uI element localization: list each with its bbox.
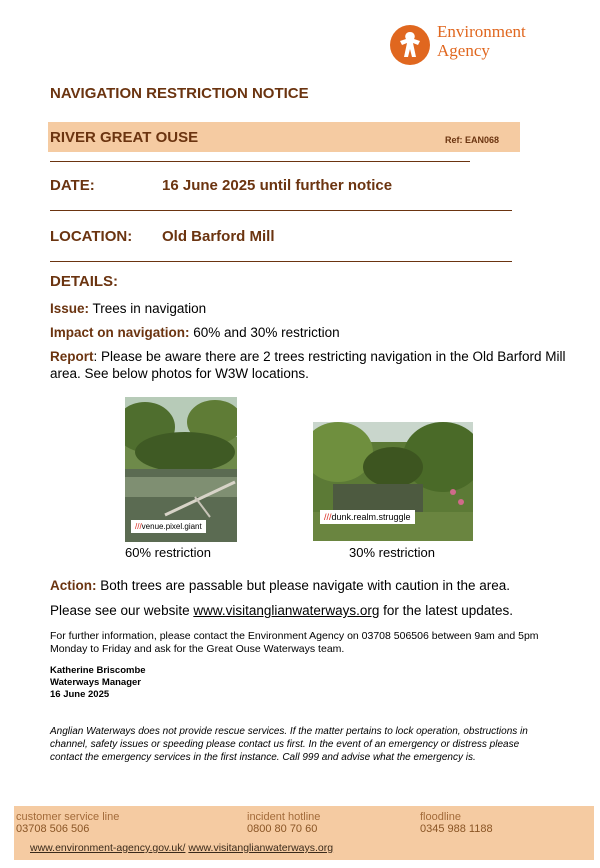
signature-block <box>50 665 146 701</box>
footer-links <box>30 842 333 854</box>
divider <box>50 161 470 162</box>
report-value: : Please be aware there are 2 trees restricting navigation in the Old Barford Mill area. See below photos for W3W locations. <box>50 349 566 381</box>
location-value: Old Barford Mill <box>162 228 275 245</box>
w3w-slashes: /// <box>135 522 142 531</box>
signature-role: Waterways Manager <box>50 677 141 688</box>
footer-floodline <box>420 811 493 835</box>
location-label: LOCATION: <box>50 228 133 245</box>
reference-number: Ref: EAN068 <box>445 135 500 145</box>
photo-caption-2: 30% restriction <box>349 545 435 560</box>
logo-text <box>437 22 526 60</box>
w3w-address: venue.pixel.giant <box>141 522 202 531</box>
report-line <box>50 348 570 382</box>
footer-link-waterways[interactable]: www.visitanglianwaterways.org <box>188 842 334 854</box>
flood-label: floodline <box>420 811 461 823</box>
divider <box>50 210 512 211</box>
footer-customer <box>16 811 119 835</box>
logo-line-1: Environment <box>437 22 526 41</box>
action-value: Both trees are passable but please navigate with caution in the area. <box>100 578 511 593</box>
website-line <box>50 602 570 619</box>
flood-value: 0345 988 1188 <box>420 823 493 835</box>
river-name: RIVER GREAT OUSE <box>50 129 199 146</box>
incident-label: incident hotline <box>247 811 321 823</box>
disclaimer: Anglian Waterways does not provide rescue services. If the matter pertains to lock operation, obstructions in channel, safety issues or speeding please contact us first. In the event of an emergency or distress please contact the emergency services in the first instance. Call 999 and advise what the emergency is. <box>50 726 528 763</box>
action-label: Action: <box>50 578 97 593</box>
issue-value: Trees in navigation <box>92 301 207 316</box>
divider <box>50 261 512 262</box>
website-suffix: for the latest updates. <box>379 603 514 618</box>
footer-incident <box>247 811 320 835</box>
date-label: DATE: <box>50 177 95 194</box>
photo-caption-1: 60% restriction <box>125 545 211 560</box>
impact-label: Impact on navigation: <box>50 325 190 340</box>
action-line <box>50 577 570 594</box>
w3w-address: dunk.realm.struggle <box>331 512 411 522</box>
contact-paragraph: For further information, please contact the Environment Agency on 03708 506506 between 9am and 5pm Monday to Friday and ask for the Great Ouse Waterways team. <box>50 630 539 655</box>
signature-date: 16 June 2025 <box>50 689 110 700</box>
footer-link-ea[interactable]: www.environment-agency.gov.uk/ <box>30 842 186 854</box>
customer-label: customer service line <box>16 811 120 823</box>
issue-line <box>50 300 570 317</box>
customer-value: 03708 506 506 <box>16 823 90 835</box>
website-prefix: Please see our website <box>50 603 194 618</box>
signature-name: Katherine Briscombe <box>50 665 146 676</box>
incident-value: 0800 80 70 60 <box>247 823 318 835</box>
report-label: Report <box>50 349 94 364</box>
logo-line-2: Agency <box>437 41 490 60</box>
impact-value: 60% and 30% restriction <box>193 325 340 340</box>
w3w-label-1 <box>131 520 206 533</box>
date-value: 16 June 2025 until further notice <box>162 177 393 194</box>
w3w-slashes: /// <box>324 512 332 522</box>
impact-line <box>50 324 570 341</box>
w3w-label-2 <box>320 510 415 524</box>
details-heading: DETAILS: <box>50 273 119 290</box>
page-title: NAVIGATION RESTRICTION NOTICE <box>50 85 309 102</box>
issue-label: Issue: <box>50 301 90 316</box>
website-link[interactable]: www.visitanglianwaterways.org <box>193 603 380 618</box>
agency-emblem-icon <box>388 20 438 70</box>
